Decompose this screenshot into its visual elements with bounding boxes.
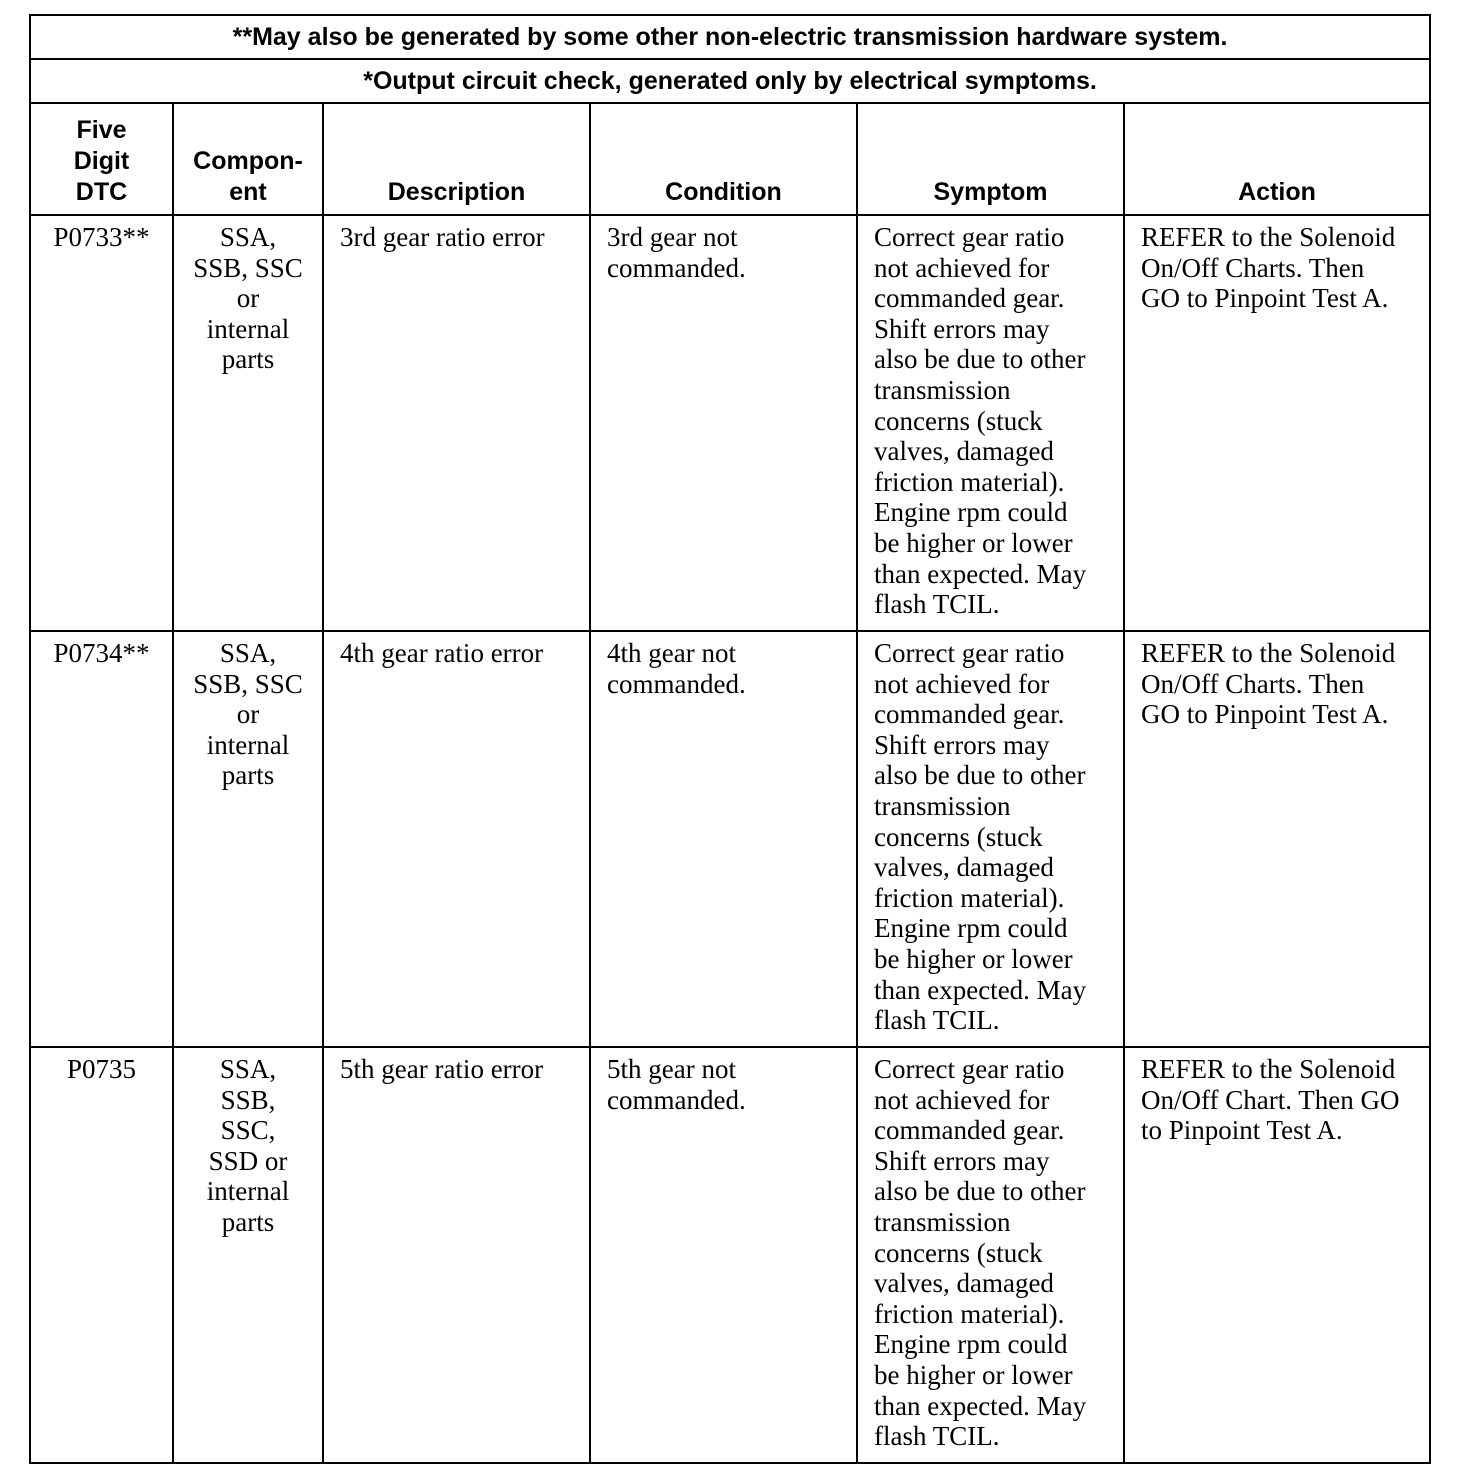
header-row [30,103,1430,215]
header-component: Compon- ent [173,103,323,215]
header-action: Action [1124,103,1430,215]
header-symptom: Symptom [857,103,1124,215]
action-cell: REFER to the Solenoid On/Off Chart. Then GO to Pinpoint Test A. [1124,1047,1430,1463]
symptom-cell: Correct gear ratio not achieved for commanded gear. Shift errors may also be due to other transmission concerns (stuck valves, damaged friction material). Engine rpm could be higher or lower than expected. May flash TCIL. [857,215,1124,631]
component-cell: SSA, SSB, SSC or internal parts [173,631,323,1047]
symptom-cell: Correct gear ratio not achieved for commanded gear. Shift errors may also be due to other transmission concerns (stuck valves, damaged friction material). Engine rpm could be higher or lower than expected. May flash TCIL. [857,631,1124,1047]
description-cell: 5th gear ratio error [323,1047,590,1463]
table-row [30,631,1430,1047]
dtc-code: P0734** [30,631,173,1047]
dtc-code: P0733** [30,215,173,631]
action-cell: REFER to the Solenoid On/Off Charts. Then GO to Pinpoint Test A. [1124,215,1430,631]
header-description: Description [323,103,590,215]
condition-cell: 4th gear not commanded. [590,631,857,1047]
note-non-electric: **May also be generated by some other non-electric transmission hardware system. [30,15,1430,59]
description-cell: 4th gear ratio error [323,631,590,1047]
component-cell: SSA, SSB, SSC, SSD or internal parts [173,1047,323,1463]
note-row-1 [30,15,1430,59]
symptom-cell: Correct gear ratio not achieved for commanded gear. Shift errors may also be due to other transmission concerns (stuck valves, damaged friction material). Engine rpm could be higher or lower than expected. May flash TCIL. [857,1047,1124,1463]
action-cell: REFER to the Solenoid On/Off Charts. Then GO to Pinpoint Test A. [1124,631,1430,1047]
note-row-2 [30,59,1430,103]
table-row [30,215,1430,631]
dtc-code: P0735 [30,1047,173,1463]
condition-cell: 3rd gear not commanded. [590,215,857,631]
dtc-table [29,14,1431,1464]
condition-cell: 5th gear not commanded. [590,1047,857,1463]
table-row [30,1047,1430,1463]
note-output-circuit: *Output circuit check, generated only by electrical symptoms. [30,59,1430,103]
component-cell: SSA, SSB, SSC or internal parts [173,215,323,631]
description-cell: 3rd gear ratio error [323,215,590,631]
header-condition: Condition [590,103,857,215]
header-dtc: Five Digit DTC [30,103,173,215]
